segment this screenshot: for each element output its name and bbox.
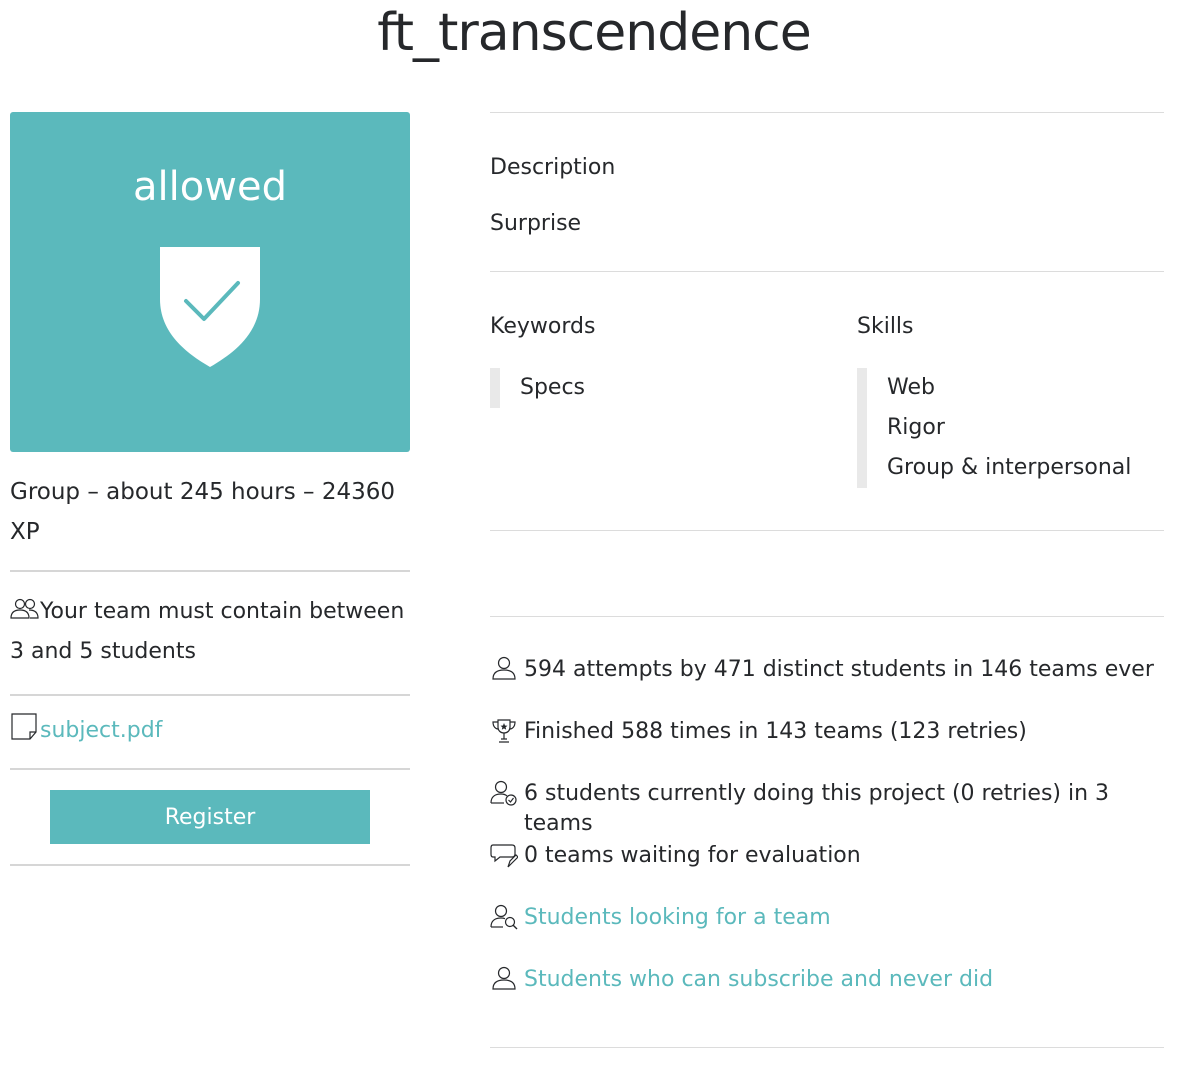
user-search-icon [490, 903, 524, 933]
user-icon [490, 655, 524, 685]
keywords-skills-section [490, 272, 1164, 530]
keywords-list [490, 368, 595, 408]
stat-current [490, 779, 1164, 841]
stat-looking [490, 903, 1164, 965]
team-requirement [10, 572, 410, 694]
register-wrap [10, 770, 410, 864]
user-icon [490, 965, 524, 995]
spacer [490, 531, 1164, 616]
stat-finished [490, 717, 1164, 779]
stat-subscribe [490, 965, 1164, 1027]
skills-column [857, 312, 1131, 488]
keywords-column [490, 312, 595, 408]
keyword-item: Specs [520, 375, 586, 400]
project-stats [490, 617, 1164, 1047]
team-icon [10, 598, 40, 620]
divider [10, 864, 410, 866]
subject-pdf-link[interactable]: subject.pdf [40, 718, 163, 743]
project-summary: Group – about 245 hours – 24360 XP [10, 479, 395, 545]
trophy-icon [490, 717, 524, 747]
stat-waiting-text: 0 teams waiting for evaluation [524, 843, 861, 868]
skill-item: Group & interpersonal [887, 455, 1132, 480]
team-requirement-text: Your team must contain between 3 and 5 students [10, 599, 405, 664]
description-body: Surprise [490, 211, 582, 236]
speech-bubble-pen-icon [490, 841, 524, 871]
skill-item: Rigor [887, 415, 945, 440]
subject-row [10, 696, 410, 768]
description-section [490, 113, 1164, 271]
project-sidebar [10, 112, 410, 866]
keywords-title: Keywords [490, 314, 596, 339]
document-icon [10, 712, 40, 742]
stat-attempts-text: 594 attempts by 471 distinct students in 146 teams ever [524, 657, 1154, 682]
skills-list [857, 368, 1131, 488]
user-check-icon [490, 779, 524, 809]
skills-title: Skills [857, 314, 914, 339]
skill-item: Web [887, 375, 935, 400]
stat-waiting [490, 841, 1164, 903]
project-details [490, 112, 1164, 1048]
divider [490, 1047, 1164, 1048]
stat-current-text: 6 students currently doing this project (0 retries) in 3 teams [524, 781, 1110, 836]
page-title: ft_transcendence [377, 3, 811, 63]
shield-check-icon [160, 247, 260, 367]
stat-finished-text: Finished 588 times in 143 teams (123 retries) [524, 719, 1027, 744]
description-title: Description [490, 155, 616, 180]
stat-attempts [490, 655, 1164, 717]
status-label: allowed [133, 164, 287, 210]
students-looking-link[interactable]: Students looking for a team [524, 905, 831, 930]
register-button[interactable]: Register [50, 790, 370, 844]
students-subscribe-link[interactable]: Students who can subscribe and never did [524, 967, 994, 992]
status-card [10, 112, 410, 452]
